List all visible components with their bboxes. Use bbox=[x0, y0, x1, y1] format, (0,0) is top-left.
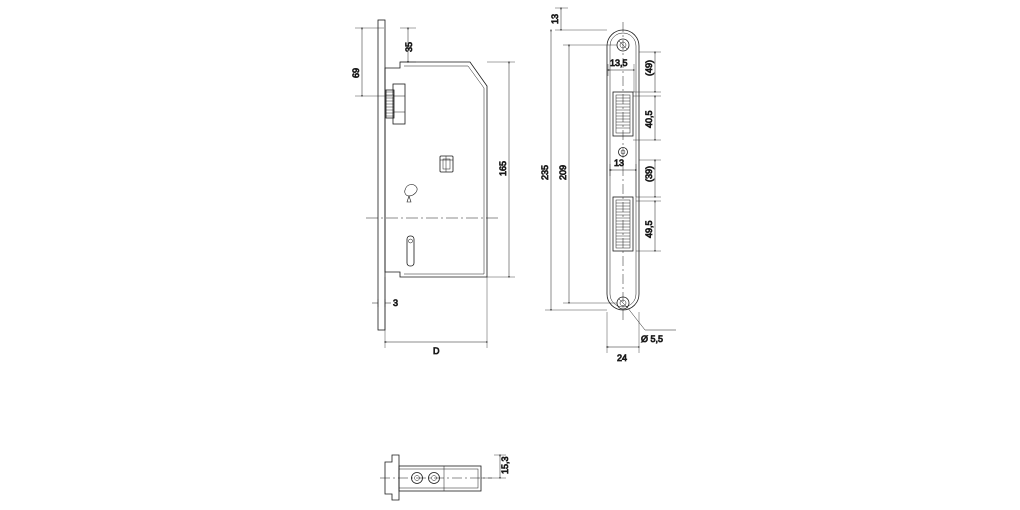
dim-13-mid-label: 13 bbox=[614, 158, 625, 168]
dim-D-label: D bbox=[433, 346, 440, 356]
dim-69-label: 69 bbox=[351, 67, 361, 78]
lock-case-inner-outline bbox=[404, 66, 484, 274]
dim-40-5-label: 40,5 bbox=[644, 110, 654, 128]
dim-235-group bbox=[545, 30, 607, 310]
dim-209-group bbox=[563, 45, 617, 303]
spindle-follower bbox=[440, 156, 453, 172]
dim-235-label: 235 bbox=[540, 164, 550, 180]
top-section-view bbox=[380, 455, 510, 500]
dim-39-label: (39) bbox=[644, 165, 654, 182]
dim-3-group bbox=[372, 299, 391, 307]
deadbolt-shaft bbox=[407, 236, 414, 266]
dim-35-label: 35 bbox=[404, 41, 414, 52]
dim-49-label: (49) bbox=[644, 59, 654, 76]
front-face-plate-view bbox=[540, 8, 676, 363]
dim-D-group bbox=[385, 277, 487, 348]
lock-case-body bbox=[385, 62, 487, 277]
top-view-faceplate bbox=[385, 455, 399, 500]
dim-diameter-5-5-label: Ø 5,5 bbox=[641, 334, 664, 344]
dim-diameter-5-5-group bbox=[627, 307, 676, 330]
dim-15-3-label: 15,3 bbox=[500, 456, 510, 474]
dim-13-top-group bbox=[555, 8, 607, 30]
lock-cam-detail bbox=[405, 184, 417, 202]
dim-209-label: 209 bbox=[558, 164, 568, 180]
dim-165-label: 165 bbox=[498, 160, 508, 176]
dim-49-5-label: 49,5 bbox=[644, 220, 654, 238]
dim-24-label: 24 bbox=[617, 353, 628, 363]
side-elevation-view bbox=[351, 20, 515, 356]
dim-69-group bbox=[355, 28, 392, 96]
dim-13-top-label: 13 bbox=[550, 13, 560, 24]
dim-13-5-group bbox=[608, 64, 634, 92]
latch-bolt-block bbox=[393, 84, 405, 124]
dim-3-label: 3 bbox=[393, 298, 399, 308]
dim-13-5-label: 13,5 bbox=[610, 58, 628, 68]
top-view-body-inner bbox=[399, 469, 478, 488]
faceplate-strip bbox=[378, 20, 385, 330]
